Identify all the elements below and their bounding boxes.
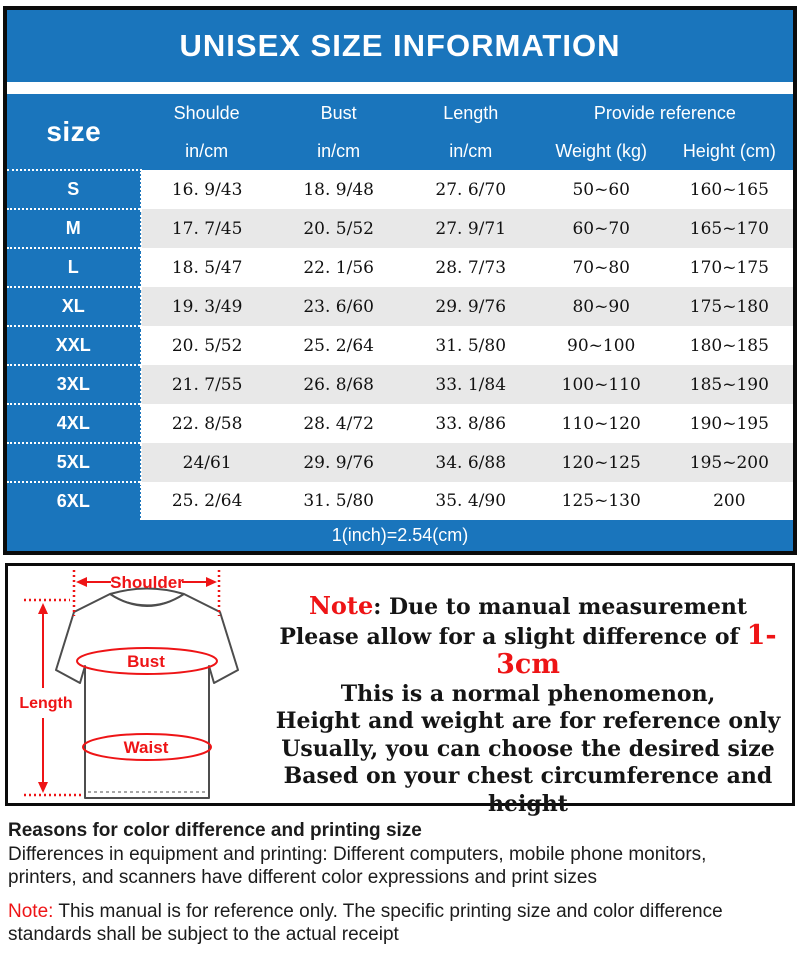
measurement-note [270,592,786,818]
cell-bust: 31. 5/80 [273,482,405,520]
col-header-size: size [7,94,141,170]
cell-weight: 100~110 [537,365,666,404]
cell-weight: 70~80 [537,248,666,287]
cell-height: 170~175 [666,248,793,287]
cell-shoulder: 17. 7/45 [141,209,273,248]
col-header-shoulder: Shoulde [141,94,273,132]
cell-shoulder: 16. 9/43 [141,170,273,209]
panel-title-banner [7,10,793,82]
col-header-weight: Weight (kg) [537,132,666,170]
size-row-label: 4XL [7,404,141,443]
size-table-footer [7,520,793,551]
cell-weight: 110~120 [537,404,666,443]
cell-bust: 20. 5/52 [273,209,405,248]
cell-weight: 60~70 [537,209,666,248]
size-row-label: 3XL [7,365,141,404]
table-row [7,287,793,326]
cell-height: 180~185 [666,326,793,365]
cell-length: 33. 1/84 [405,365,537,404]
cell-bust: 29. 9/76 [273,443,405,482]
size-table-body [7,170,793,520]
cell-height: 185~190 [666,365,793,404]
note-label: Note [308,591,374,620]
cell-height: 200 [666,482,793,520]
shoulder-arrowhead-right [206,577,217,587]
cell-shoulder: 20. 5/52 [141,326,273,365]
inch-conversion-note: 1(inch)=2.54(cm) [7,520,793,551]
shoulder-label: Shoulder [110,573,184,592]
receipt-note-label: Note: [8,900,54,922]
col-header-provide-reference: Provide reference [537,94,793,132]
shoulder-arrowhead-left [76,577,87,587]
cell-shoulder: 24/61 [141,443,273,482]
tshirt-outline [56,589,238,799]
size-table [7,94,793,551]
cell-weight: 90~100 [537,326,666,365]
unit-header-bust: in/cm [273,132,405,170]
receipt-note-line-1: Note: This manual is for reference only. The specific printing size and color difference [8,900,723,922]
cell-height: 190~195 [666,404,793,443]
waist-label: Waist [123,738,169,757]
cell-bust: 22. 1/56 [273,248,405,287]
cell-bust: 25. 2/64 [273,326,405,365]
size-row-label: XXL [7,326,141,365]
cell-height: 165~170 [666,209,793,248]
cell-length: 34. 6/88 [405,443,537,482]
size-row-label: 5XL [7,443,141,482]
cell-shoulder: 18. 5/47 [141,248,273,287]
cell-weight: 50~60 [537,170,666,209]
note-line-3: This is a normal phenomenon, [340,680,716,707]
cell-weight: 120~125 [537,443,666,482]
cell-length: 33. 8/86 [405,404,537,443]
cell-weight: 80~90 [537,287,666,326]
cell-height: 195~200 [666,443,793,482]
cell-bust: 18. 9/48 [273,170,405,209]
cell-bust: 23. 6/60 [273,287,405,326]
cell-shoulder: 22. 8/58 [141,404,273,443]
note-line-1: Note: Due to manual measurement [308,591,748,620]
cell-length: 27. 9/71 [405,209,537,248]
color-difference-body-2: printers, and scanners have different color expressions and print sizes [8,867,597,888]
col-header-length: Length [405,94,537,132]
size-chart-panel [3,6,797,555]
table-row [7,365,793,404]
unit-header-length: in/cm [405,132,537,170]
cell-bust: 28. 4/72 [273,404,405,443]
size-row-label: M [7,209,141,248]
color-difference-body-1: Differences in equipment and printing: Different computers, mobile phone monitors, [8,843,707,865]
note-line-4: Height and weight are for reference only [275,708,781,734]
cell-height: 175~180 [666,287,793,326]
size-row-label: 6XL [7,482,141,520]
cell-length: 28. 7/73 [405,248,537,287]
cell-length: 29. 9/76 [405,287,537,326]
measurement-note-panel [5,563,795,817]
tolerance-highlight: 1-3cm [496,619,777,680]
table-row [7,209,793,248]
size-row-label: L [7,248,141,287]
table-row [7,482,793,520]
bust-label: Bust [127,652,165,671]
color-difference-section [8,819,792,947]
cell-length: 31. 5/80 [405,326,537,365]
cell-length: 27. 6/70 [405,170,537,209]
table-row [7,326,793,365]
cell-shoulder: 19. 3/49 [141,287,273,326]
table-row [7,443,793,482]
cell-bust: 26. 8/68 [273,365,405,404]
size-row-label: S [7,170,141,209]
tshirt-measurement-diagram [10,566,280,803]
cell-weight: 125~130 [537,482,666,520]
cell-shoulder: 21. 7/55 [141,365,273,404]
unit-header-shoulder: in/cm [141,132,273,170]
cell-shoulder: 25. 2/64 [141,482,273,520]
col-header-bust: Bust [273,94,405,132]
banner-divider [7,82,793,94]
page-title: UNISEX SIZE INFORMATION [179,28,621,63]
col-header-height: Height (cm) [666,132,793,170]
receipt-note-line-2: standards shall be subject to the actual receipt [8,924,399,945]
receipt-note [8,900,792,947]
size-row-label: XL [7,287,141,326]
table-row [7,170,793,209]
size-table-header [7,94,793,170]
length-label: Length [19,695,73,712]
cell-height: 160~165 [666,170,793,209]
color-difference-heading: Reasons for color difference and printing size [8,820,422,841]
table-row [7,404,793,443]
note-line-2: Please allow for a slight difference of 1-3cm [279,619,777,680]
note-line-6: Based on your chest circumference and height [283,763,773,817]
cell-length: 35. 4/90 [405,482,537,520]
note-line-5: Usually, you can choose the desired size [281,735,775,762]
table-row [7,248,793,287]
